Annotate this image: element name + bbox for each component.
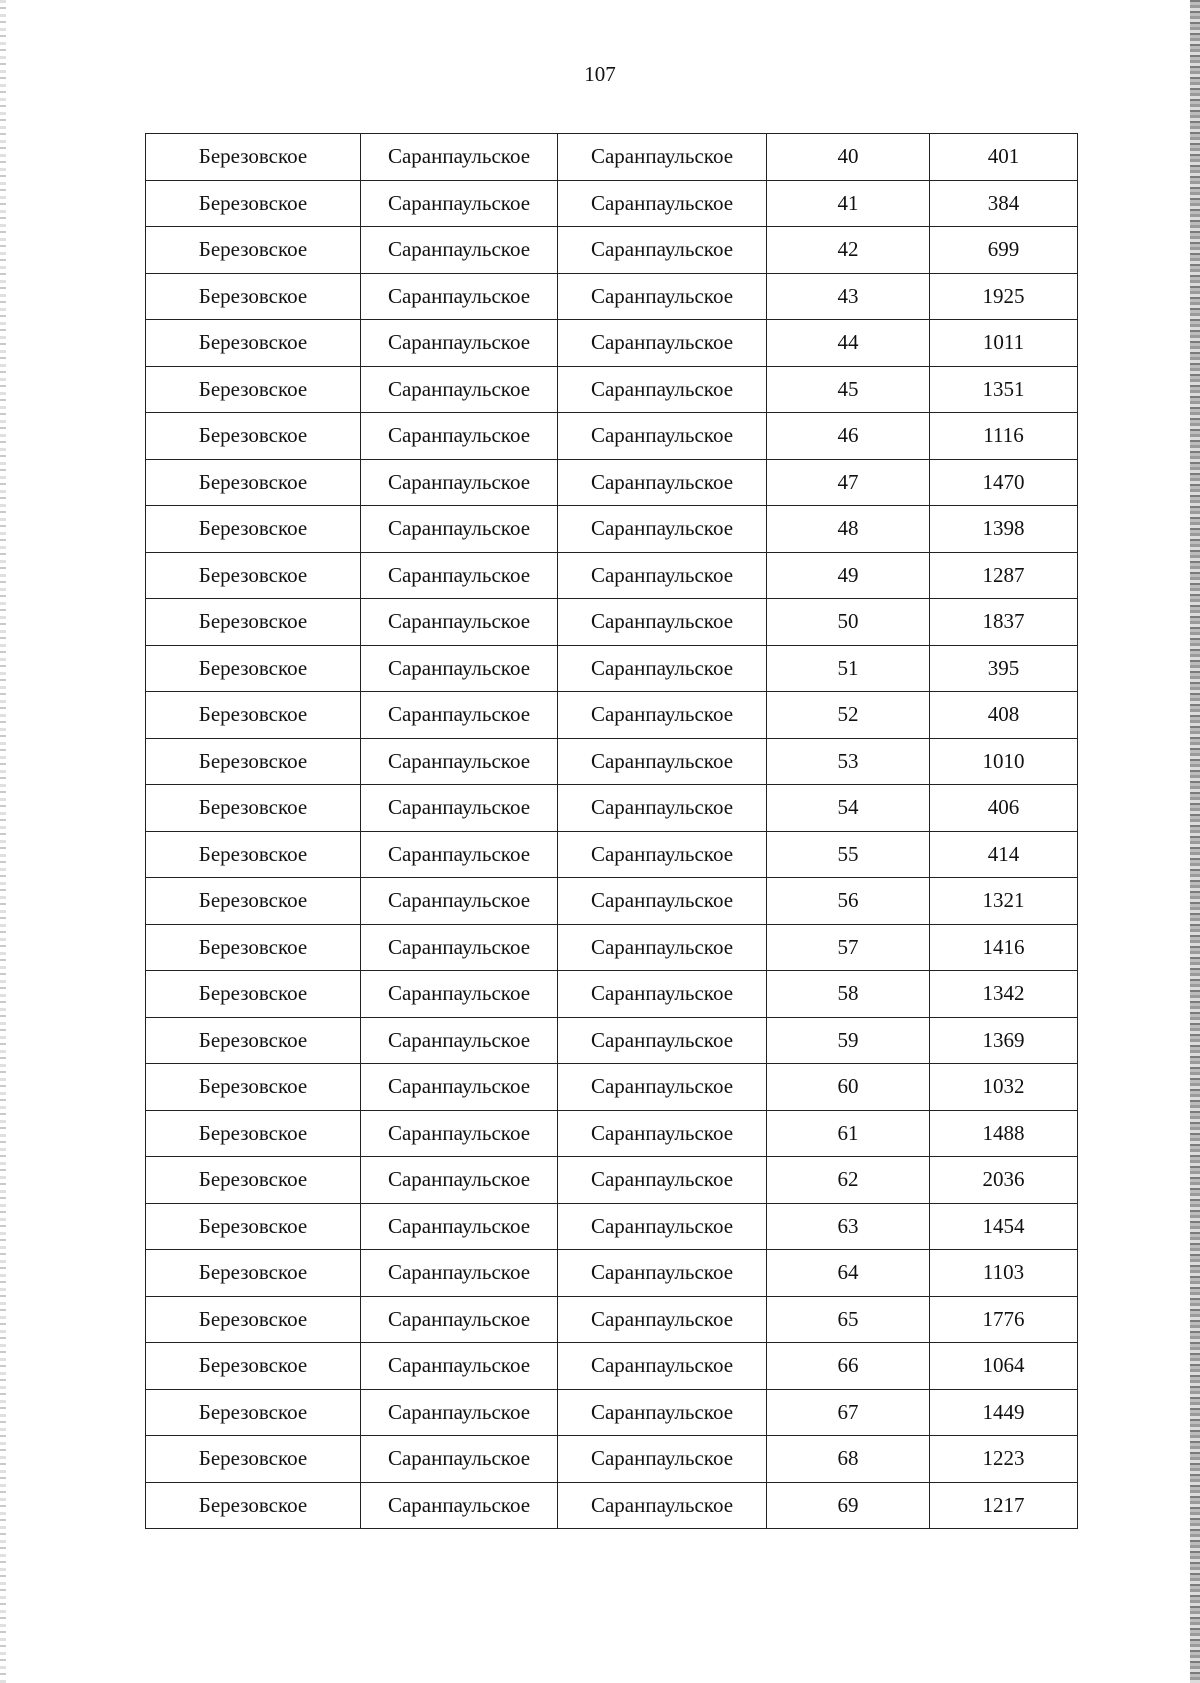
locality-cell: Саранпаульское — [558, 831, 767, 878]
section-number-cell: 40 — [767, 134, 930, 181]
settlement-cell: Саранпаульское — [361, 459, 558, 506]
settlement-cell: Саранпаульское — [361, 273, 558, 320]
value-cell: 1223 — [930, 1436, 1078, 1483]
section-number-cell: 49 — [767, 552, 930, 599]
settlement-cell: Саранпаульское — [361, 413, 558, 460]
district-cell: Березовское — [146, 1436, 361, 1483]
locality-cell: Саранпаульское — [558, 1482, 767, 1529]
district-cell: Березовское — [146, 413, 361, 460]
district-cell: Березовское — [146, 599, 361, 646]
value-cell: 406 — [930, 785, 1078, 832]
section-number-cell: 58 — [767, 971, 930, 1018]
section-number-cell: 59 — [767, 1017, 930, 1064]
table-row — [146, 878, 1078, 925]
table-row — [146, 180, 1078, 227]
value-cell: 401 — [930, 134, 1078, 181]
table-row — [146, 273, 1078, 320]
table-row — [146, 459, 1078, 506]
district-cell: Березовское — [146, 1296, 361, 1343]
district-cell: Березовское — [146, 831, 361, 878]
table-row — [146, 1389, 1078, 1436]
settlement-cell: Саранпаульское — [361, 1157, 558, 1204]
table-row — [146, 692, 1078, 739]
value-cell: 414 — [930, 831, 1078, 878]
locality-cell: Саранпаульское — [558, 1343, 767, 1390]
district-cell: Березовское — [146, 552, 361, 599]
locality-cell: Саранпаульское — [558, 738, 767, 785]
district-cell: Березовское — [146, 180, 361, 227]
settlement-cell: Саранпаульское — [361, 1482, 558, 1529]
settlement-cell: Саранпаульское — [361, 227, 558, 274]
value-cell: 1217 — [930, 1482, 1078, 1529]
locality-cell: Саранпаульское — [558, 552, 767, 599]
section-number-cell: 45 — [767, 366, 930, 413]
section-number-cell: 48 — [767, 506, 930, 553]
value-cell: 1103 — [930, 1250, 1078, 1297]
value-cell: 1369 — [930, 1017, 1078, 1064]
value-cell: 1925 — [930, 273, 1078, 320]
locality-cell: Саранпаульское — [558, 599, 767, 646]
section-number-cell: 66 — [767, 1343, 930, 1390]
settlement-cell: Саранпаульское — [361, 506, 558, 553]
locality-cell: Саранпаульское — [558, 273, 767, 320]
locality-cell: Саранпаульское — [558, 134, 767, 181]
value-cell: 1287 — [930, 552, 1078, 599]
district-cell: Березовское — [146, 878, 361, 925]
table-row — [146, 1064, 1078, 1111]
value-cell: 1837 — [930, 599, 1078, 646]
value-cell: 1449 — [930, 1389, 1078, 1436]
locality-cell: Саранпаульское — [558, 971, 767, 1018]
district-cell: Березовское — [146, 320, 361, 367]
value-cell: 395 — [930, 645, 1078, 692]
table-row — [146, 1250, 1078, 1297]
locality-cell: Саранпаульское — [558, 924, 767, 971]
data-table — [145, 133, 1078, 1529]
table-row — [146, 971, 1078, 1018]
table-row — [146, 1017, 1078, 1064]
scan-edge-right — [1190, 0, 1200, 1683]
table-row — [146, 785, 1078, 832]
locality-cell: Саранпаульское — [558, 1064, 767, 1111]
section-number-cell: 55 — [767, 831, 930, 878]
section-number-cell: 42 — [767, 227, 930, 274]
table-row — [146, 1296, 1078, 1343]
table-row — [146, 1343, 1078, 1390]
district-cell: Березовское — [146, 1389, 361, 1436]
table-body — [146, 134, 1078, 1529]
value-cell: 1064 — [930, 1343, 1078, 1390]
settlement-cell: Саранпаульское — [361, 645, 558, 692]
district-cell: Березовское — [146, 273, 361, 320]
district-cell: Березовское — [146, 366, 361, 413]
district-cell: Березовское — [146, 1482, 361, 1529]
section-number-cell: 53 — [767, 738, 930, 785]
table-row — [146, 1482, 1078, 1529]
settlement-cell: Саранпаульское — [361, 1203, 558, 1250]
value-cell: 699 — [930, 227, 1078, 274]
table-row — [146, 599, 1078, 646]
locality-cell: Саранпаульское — [558, 1110, 767, 1157]
settlement-cell: Саранпаульское — [361, 1064, 558, 1111]
district-cell: Березовское — [146, 506, 361, 553]
table-row — [146, 1157, 1078, 1204]
settlement-cell: Саранпаульское — [361, 180, 558, 227]
settlement-cell: Саранпаульское — [361, 971, 558, 1018]
value-cell: 384 — [930, 180, 1078, 227]
section-number-cell: 60 — [767, 1064, 930, 1111]
value-cell: 408 — [930, 692, 1078, 739]
settlement-cell: Саранпаульское — [361, 1343, 558, 1390]
section-number-cell: 65 — [767, 1296, 930, 1343]
settlement-cell: Саранпаульское — [361, 1110, 558, 1157]
settlement-cell: Саранпаульское — [361, 785, 558, 832]
value-cell: 1776 — [930, 1296, 1078, 1343]
locality-cell: Саранпаульское — [558, 645, 767, 692]
settlement-cell: Саранпаульское — [361, 552, 558, 599]
district-cell: Березовское — [146, 1017, 361, 1064]
section-number-cell: 47 — [767, 459, 930, 506]
district-cell: Березовское — [146, 645, 361, 692]
section-number-cell: 41 — [767, 180, 930, 227]
locality-cell: Саранпаульское — [558, 692, 767, 739]
locality-cell: Саранпаульское — [558, 506, 767, 553]
locality-cell: Саранпаульское — [558, 1436, 767, 1483]
settlement-cell: Саранпаульское — [361, 599, 558, 646]
table-row — [146, 1203, 1078, 1250]
table-row — [146, 1436, 1078, 1483]
value-cell: 1321 — [930, 878, 1078, 925]
district-cell: Березовское — [146, 924, 361, 971]
locality-cell: Саранпаульское — [558, 227, 767, 274]
section-number-cell: 52 — [767, 692, 930, 739]
table-row — [146, 645, 1078, 692]
settlement-cell: Саранпаульское — [361, 1296, 558, 1343]
value-cell: 2036 — [930, 1157, 1078, 1204]
district-cell: Березовское — [146, 1203, 361, 1250]
value-cell: 1011 — [930, 320, 1078, 367]
table-row — [146, 134, 1078, 181]
value-cell: 1488 — [930, 1110, 1078, 1157]
section-number-cell: 54 — [767, 785, 930, 832]
value-cell: 1351 — [930, 366, 1078, 413]
section-number-cell: 46 — [767, 413, 930, 460]
value-cell: 1454 — [930, 1203, 1078, 1250]
value-cell: 1010 — [930, 738, 1078, 785]
section-number-cell: 69 — [767, 1482, 930, 1529]
district-cell: Березовское — [146, 785, 361, 832]
locality-cell: Саранпаульское — [558, 366, 767, 413]
district-cell: Березовское — [146, 1064, 361, 1111]
locality-cell: Саранпаульское — [558, 785, 767, 832]
settlement-cell: Саранпаульское — [361, 1250, 558, 1297]
scan-edge-left — [0, 0, 6, 1683]
locality-cell: Саранпаульское — [558, 180, 767, 227]
locality-cell: Саранпаульское — [558, 1296, 767, 1343]
table-row — [146, 366, 1078, 413]
value-cell: 1032 — [930, 1064, 1078, 1111]
settlement-cell: Саранпаульское — [361, 1389, 558, 1436]
locality-cell: Саранпаульское — [558, 459, 767, 506]
section-number-cell: 68 — [767, 1436, 930, 1483]
table-row — [146, 413, 1078, 460]
table-row — [146, 831, 1078, 878]
settlement-cell: Саранпаульское — [361, 1017, 558, 1064]
table-row — [146, 738, 1078, 785]
locality-cell: Саранпаульское — [558, 413, 767, 460]
locality-cell: Саранпаульское — [558, 1017, 767, 1064]
settlement-cell: Саранпаульское — [361, 924, 558, 971]
section-number-cell: 57 — [767, 924, 930, 971]
value-cell: 1470 — [930, 459, 1078, 506]
section-number-cell: 61 — [767, 1110, 930, 1157]
section-number-cell: 62 — [767, 1157, 930, 1204]
district-cell: Березовское — [146, 692, 361, 739]
section-number-cell: 51 — [767, 645, 930, 692]
settlement-cell: Саранпаульское — [361, 692, 558, 739]
table-row — [146, 506, 1078, 553]
locality-cell: Саранпаульское — [558, 1389, 767, 1436]
settlement-cell: Саранпаульское — [361, 738, 558, 785]
locality-cell: Саранпаульское — [558, 878, 767, 925]
district-cell: Березовское — [146, 971, 361, 1018]
settlement-cell: Саранпаульское — [361, 134, 558, 181]
table-row — [146, 227, 1078, 274]
section-number-cell: 64 — [767, 1250, 930, 1297]
table-row — [146, 924, 1078, 971]
section-number-cell: 63 — [767, 1203, 930, 1250]
value-cell: 1342 — [930, 971, 1078, 1018]
section-number-cell: 56 — [767, 878, 930, 925]
page-number: 107 — [584, 62, 616, 86]
section-number-cell: 44 — [767, 320, 930, 367]
settlement-cell: Саранпаульское — [361, 831, 558, 878]
district-cell: Березовское — [146, 459, 361, 506]
value-cell: 1398 — [930, 506, 1078, 553]
value-cell: 1116 — [930, 413, 1078, 460]
section-number-cell: 50 — [767, 599, 930, 646]
section-number-cell: 67 — [767, 1389, 930, 1436]
locality-cell: Саранпаульское — [558, 1250, 767, 1297]
table-row — [146, 320, 1078, 367]
district-cell: Березовское — [146, 1157, 361, 1204]
locality-cell: Саранпаульское — [558, 320, 767, 367]
district-cell: Березовское — [146, 134, 361, 181]
table-row — [146, 552, 1078, 599]
settlement-cell: Саранпаульское — [361, 1436, 558, 1483]
district-cell: Березовское — [146, 227, 361, 274]
value-cell: 1416 — [930, 924, 1078, 971]
district-cell: Березовское — [146, 1343, 361, 1390]
district-cell: Березовское — [146, 738, 361, 785]
section-number-cell: 43 — [767, 273, 930, 320]
locality-cell: Саранпаульское — [558, 1203, 767, 1250]
district-cell: Березовское — [146, 1110, 361, 1157]
settlement-cell: Саранпаульское — [361, 366, 558, 413]
settlement-cell: Саранпаульское — [361, 878, 558, 925]
table-row — [146, 1110, 1078, 1157]
locality-cell: Саранпаульское — [558, 1157, 767, 1204]
settlement-cell: Саранпаульское — [361, 320, 558, 367]
district-cell: Березовское — [146, 1250, 361, 1297]
